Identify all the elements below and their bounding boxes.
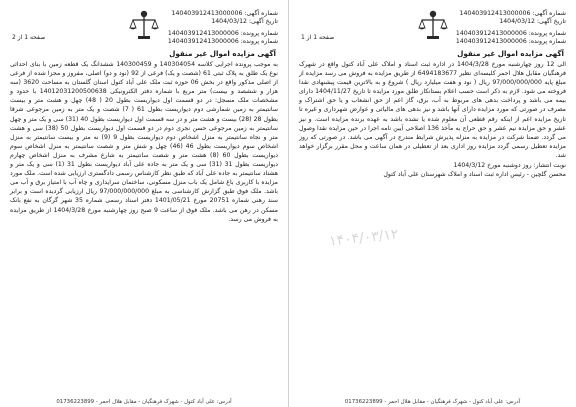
- page-footer: آدرس: علی آباد کتول - شهرک فرهنگیان - مقابل هلال احمر - 01736223899: [344, 399, 521, 405]
- doc-number-row: [168, 38, 278, 46]
- date-label: تاریخ آگهی:: [536, 18, 566, 26]
- notice-meta: [168, 10, 278, 47]
- page-footer: آدرس: علی آباد کتول - شهرک فرهنگیان - مقابل هلال احمر - 01736223899: [56, 399, 232, 405]
- doc-number: 140403912413000006: [455, 38, 527, 46]
- signer-title: محسن گلچین - رئیس اداره ثبت اسناد و املاک شهرستان علی آباد کتول: [383, 170, 566, 178]
- notice-body: به موجب پرونده اجرایی کلاسه 140304054 و 140300459 ششدانگ یک قطعه زمین با بنای احداثی نوع یک طلق به پلاک ثبتی 61 (شصت و یک) فرعی از 92 (نود و دو) اصلی، مفروز و مجزا شده از فرعی از اصلی مذکور واقع در بخش 06 حوزه ثبت ملک علی آباد کتول استان گلستان به مساحت 3620 (سه هزار و ششصد و بیست) متر مربع با شماره دفتر الکترونیکی 14012031200500638 با حدود و مشخصات ملک مسجل: در دو قسمت اول دیواریست بطول 20 ( 48) چهل و هشت متر و بیست سانتیمتر به زمین شمارشی دوم دیواریست بطول 61 ( 7) شصت و یک متر به زمین مرجوعی شرقا بطول 28 (28) بیست و هشت متر و در سه قسمت اول دیواریست بطول 40 (31) سی و یک متر و چهل سانتیمتر به زمین مرجوعی حسن نجری دوم در دو قسمت اول دیواریست بطول 50 (38) سی و هشت متر و نجاه سانتیمتر به منزل اشخاص دوم دیواریست بطول 9 (9) نه متر و بیست سانتیمتر به منزل اشخاص سوم دیواریست بطول 46 (46) چهل و شش متر و شصت سانتیمتر به منزل اشخاص سوم دیواریست بطول 60 (8) هشت متر و شصت سانتیمتر به شارع مشرف به منزل اشخاص چهارم دیواریست بطول 31 (31) سی و یک متر به جاده علی آباد دیواریست بطول 31 (1) سی و یک متر و هشتاد سانتیمتر به جاده علی آباد که طبق نظر کارشناس رسمی دادگستری ارزیابی شده است. ملک مورد مزایده با کاربری باغ شامل یک باب منزل مسکونی، ساختمان سرایداری و چاه آب با امتیاز برق و آب می باشد. ملک فوق طبق گزارش کارشناسی به مبلغ 97/000/000/000 ریال ارزیابی گردیده است و برابر سند رهنی شماره 20751 مورخ 1401/05/21 دفتر اسناد رسمی شماره 35 شهر گرگان به نفع بانک مسکن در رهن می باشد. ملک فوق از ساعت 9 صبح روز چهارشنبه مورخ 1404/3/28 از طریق مزایده به فروش می رسد.: [10, 61, 279, 223]
- file-number-row: [168, 30, 278, 38]
- notice-meta: [456, 10, 566, 47]
- file-number: 140403912413000006: [455, 29, 527, 37]
- notice-page-right: [288, 0, 576, 407]
- notice-title: آگهی مزایده اموال غیر منقول: [457, 49, 564, 58]
- case-number-label: شماره آگهی:: [532, 10, 566, 17]
- notice-date: 1404/03/12: [499, 18, 535, 26]
- file-number-label: شماره پرونده:: [528, 29, 566, 37]
- date-row: [456, 18, 566, 26]
- notice-date: 1404/03/12: [211, 18, 247, 26]
- page-header: [8, 4, 280, 48]
- signature-block: [297, 162, 566, 179]
- publish-date: نوبت انتشار: روز دوشنبه مورخ 1404/3/12: [453, 162, 566, 170]
- page-header: [297, 4, 568, 48]
- file-number-row: [456, 30, 566, 38]
- page-number: صفحه 1 از 1: [301, 34, 335, 41]
- case-number: 140403912413000006: [171, 10, 243, 17]
- file-number-label: شماره پرونده:: [240, 29, 278, 37]
- doc-number-label: شماره پرونده:: [528, 38, 566, 46]
- judiciary-emblem-icon: [129, 8, 159, 42]
- stamp-watermark: ۱۴۰۴/۰۳/۱۲: [328, 226, 400, 250]
- case-number-label: شماره آگهی:: [244, 10, 278, 17]
- judiciary-emblem-icon: [418, 8, 448, 42]
- doc-number-label: شماره پرونده:: [240, 38, 278, 46]
- notice-title: آگهی مزایده اموال غیر منقول: [169, 49, 276, 58]
- case-number: 140403912413000006: [459, 10, 531, 17]
- date-label: تاریخ آگهی:: [248, 18, 278, 26]
- doc-number-row: [456, 38, 566, 46]
- date-row: [168, 18, 278, 26]
- page-number: صفحه 1 از 2: [12, 34, 46, 41]
- doc-number: 140403912413000006: [167, 38, 239, 46]
- file-number: 140403912413000006: [167, 29, 239, 37]
- notice-body: الی 12 روز چهارشنبه مورخ 1404/3/28 در اداره ثبت اسناد و املاک علی آباد کتول واقع در شهرک فرهنگیان مقابل هلال احمر کلیسه‌ای نظیر 6494183677 از طریق مزایده به فروش می رسد مزایده از مبلغ پایه 97/000/000/000 ریال ( نود و هفت میلیارد ریال ) شروع و به بالاترین قیمت پیشنهادی نقدا فروخته می شود. لازم به ذکر است حسب اعلام بستانکار طلق مورد مزایده تا تاریخ 1404/11/27 دارای بیمه می باشد و پرداخت بدهی های مربوط به آب، برق، گاز اعم از حق انشعاب و یا حق اشتراک و مصرف در صورتی که مورد مزایده دارای آنها باشد و نیز بدهی های مالیاتی و عوارض شهرداری و غیره تا تاریخ مزایده اعم از اینکه رقم قطعی آن معلوم شده یا نشده باشد به عهده برنده مزایده است. و نیز عشر و حق مزایده نیم عشر و حق حراج به مأخذ 136 اصلاحی آیین نامه اجرا در حین مزایده نقدا وصول می گردد. ضمنا شرکت در مزایده به منزله پذیرش شرایط مندرج در آگهی می باشد. در صورتی که روز مزایده تعطیل رسمی گردد مزایده روز اداری بعد از تعطیلی در همان ساعت و محل مقرر برگزار خواهد شد.: [299, 61, 566, 159]
